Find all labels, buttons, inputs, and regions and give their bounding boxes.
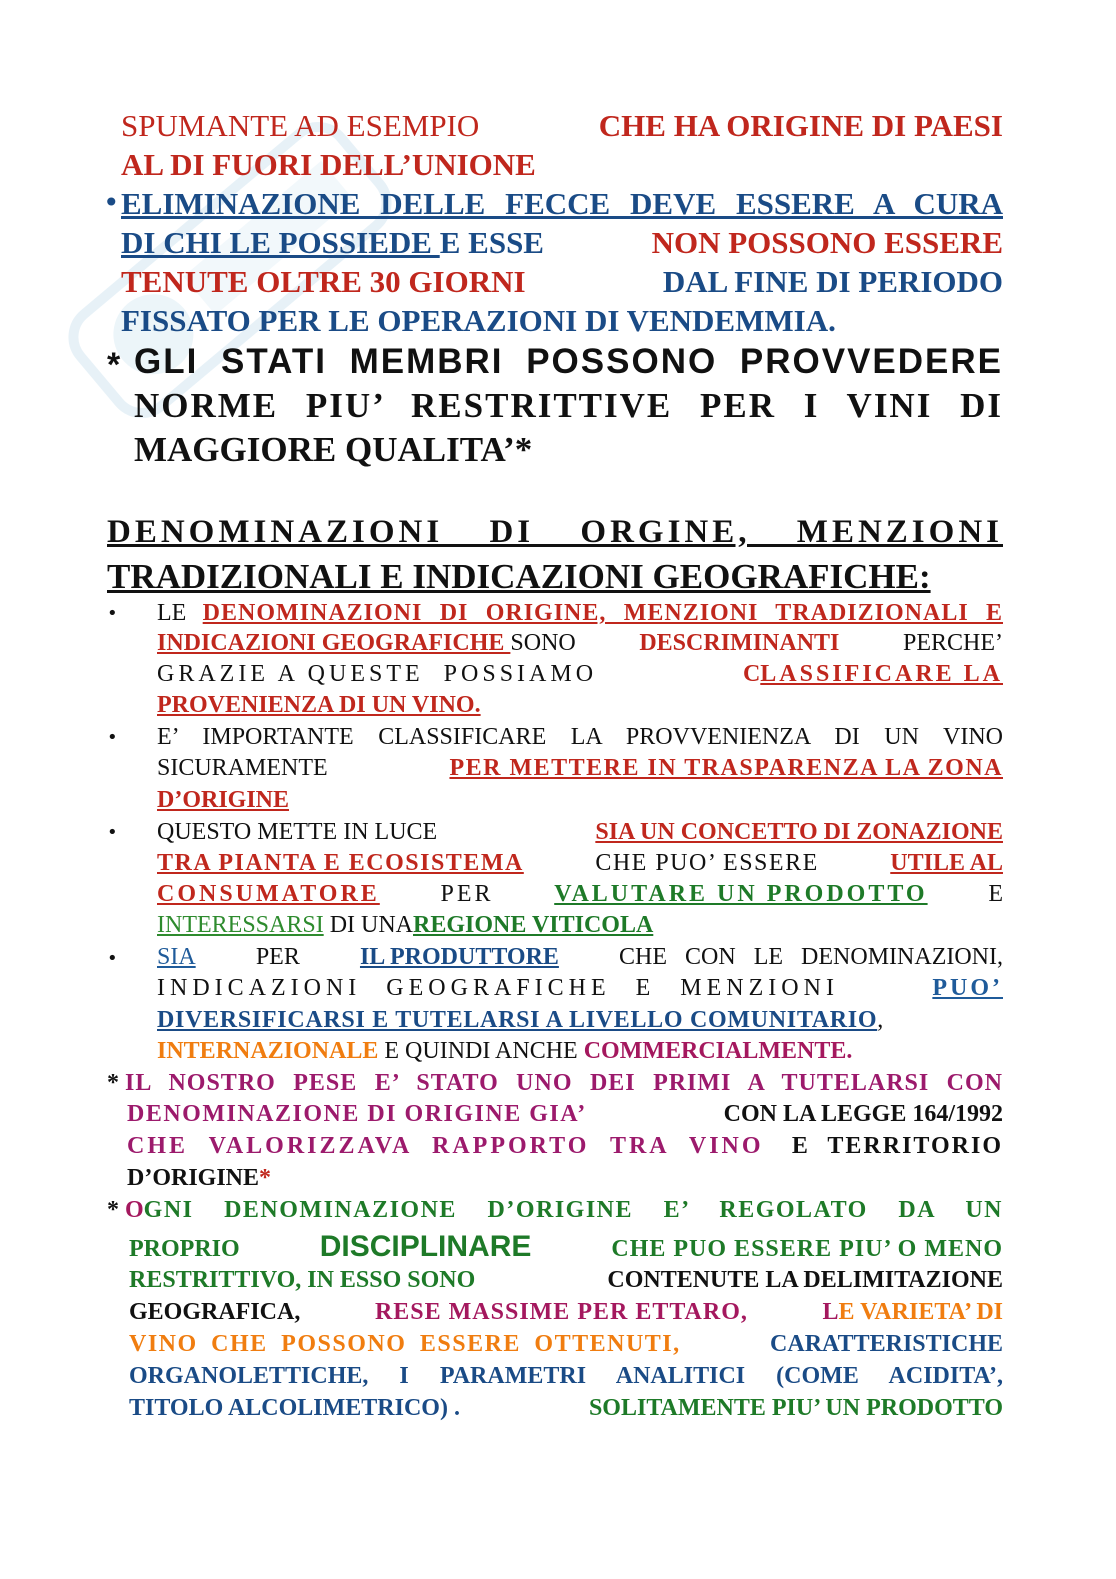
b4-text: IL PRODUTTORE [359, 944, 559, 970]
b4-line-3 [157, 1007, 1003, 1034]
b4-text: SIA [157, 944, 196, 970]
b3-text: DI UNA [329, 912, 414, 938]
intro-line-1 [121, 108, 1003, 144]
stati-line-1: GLI STATI MEMBRI POSSONO PROVVEDERE [134, 342, 1003, 381]
bullet-dot: • [107, 822, 118, 843]
star-mark: * [107, 1197, 125, 1223]
fecce-text: NON POSSONO ESSERE [651, 225, 1003, 260]
disc-line-1 [107, 1197, 1003, 1224]
paese-line-3 [127, 1133, 1003, 1160]
b2-text: PER METTERE IN TRASPARENZA LA ZONA [449, 755, 1003, 781]
b3-text: CHE PUO’ ESSERE [595, 850, 819, 876]
b3-text: QUESTO METTE IN LUCE [157, 819, 438, 845]
b4-text: PER [255, 944, 300, 970]
b1-text: DESCRIMINANTI [639, 630, 840, 656]
disc-text: CARATTERISTICHE [770, 1331, 1003, 1357]
fecce-line-4: FISSATO PER LE OPERAZIONI DI VENDEMMIA. [121, 303, 836, 338]
b2-line-2 [157, 755, 1003, 782]
b4-text: , [877, 1007, 884, 1033]
b3-text: SIA UN CONCETTO DI ZONAZIONE [595, 819, 1003, 845]
b3-text: VALUTARE UN PRODOTTO [554, 881, 928, 907]
paese-line-4 [127, 1165, 1003, 1192]
section-heading-line-1: DENOMINAZIONI DI ORGINE, MENZIONI [107, 514, 1003, 550]
disc-text: DISCIPLINARE [319, 1230, 532, 1263]
disc-line-5 [129, 1331, 1003, 1358]
bullet-dot: • [107, 603, 118, 624]
fecce-text: DI CHI LE POSSIEDE [121, 225, 440, 260]
b3-line-4 [157, 912, 1003, 939]
paese-text: D’ORIGINE [127, 1165, 260, 1191]
section-heading-line-2: TRADIZIONALI E INDICAZIONI GEOGRAFICHE: [107, 557, 931, 596]
disc-line-4 [129, 1299, 1003, 1326]
star-mark: * [259, 1165, 272, 1191]
b3-text: UTILE AL [890, 850, 1003, 876]
b3-text: TRA PIANTA E ECOSISTEMA [157, 850, 524, 876]
b3-text: E [988, 881, 1003, 907]
b3-text: CONSUMATORE [157, 881, 380, 907]
b4-text: INDICAZIONI GEOGRAFICHE E MENZIONI [157, 975, 839, 1001]
paese-text: IL NOSTRO PESE E’ STATO UNO DEI PRIMI A TUTELARSI CON [125, 1070, 1003, 1096]
disc-text: CHE PUO ESSERE PIU’ O MENO [611, 1236, 1003, 1262]
b1-text: LASSIFICARE LA [760, 661, 1003, 687]
b1-line-4: PROVENIENZA DI UN VINO. [157, 692, 481, 718]
b2-line-1: E’ IMPORTANTE CLASSIFICARE LA PROVVENIENZA DI UN VINO [157, 724, 1003, 750]
fecce-text: DAL FINE DI PERIODO [662, 264, 1003, 299]
b1-text: DENOMINAZIONI DI ORIGINE, MENZIONI TRADIZIONALI E [202, 600, 1003, 626]
b1-text: SONO [510, 630, 576, 656]
disc-text: GNI DENOMINAZIONE D’ORIGINE E’ REGOLATO DA UN [143, 1197, 1003, 1223]
intro-line-2: AL DI FUORI DELL’UNIONE [121, 147, 536, 182]
b1-text: LE [157, 600, 187, 626]
bullet-dot: • [103, 186, 120, 219]
b4-text: E QUINDI ANCHE [384, 1038, 578, 1064]
fecce-line-3 [121, 264, 1003, 300]
disc-line-6: ORGANOLETTICHE, I PARAMETRI ANALITICI (COME ACIDITA’, [129, 1363, 1003, 1389]
b4-text: CHE CON LE DENOMINAZIONI, [619, 944, 1003, 970]
paese-text: CON LA LEGGE 164/1992 [723, 1101, 1003, 1127]
paese-text: DENOMINAZIONE DI ORIGINE GIA’ [127, 1101, 587, 1127]
disc-text: O [125, 1197, 144, 1223]
fecce-line-1: ELIMINAZIONE DELLE FECCE DEVE ESSERE A CURA [121, 186, 1003, 221]
b3-line-2 [157, 850, 1003, 877]
bullet-dot: • [107, 727, 118, 748]
stati-line-3: MAGGIORE QUALITA’* [134, 430, 533, 469]
intro-text: SPUMANTE AD ESEMPIO [121, 108, 480, 143]
b1-line-1 [157, 600, 1003, 627]
b3-line-1 [157, 819, 1003, 846]
b4-line-1 [157, 944, 1003, 971]
b1-text: INDICAZIONI GEOGRAFICHE [157, 630, 511, 656]
star-mark: * [107, 346, 121, 384]
b2-line-3: D’ORIGINE [157, 787, 290, 813]
disc-text: CONTENUTE LA DELIMITAZIONE [607, 1267, 1003, 1293]
b1-line-2 [157, 630, 1003, 657]
b3-line-3 [157, 881, 1003, 908]
intro-text-bold: CHE HA ORIGINE DI PAESI [598, 108, 1003, 143]
paese-line-2 [127, 1101, 1003, 1128]
disc-text: L [822, 1299, 839, 1325]
stati-line-2: NORME PIU’ RESTRITTIVE PER I VINI DI [134, 386, 1003, 425]
b2-text: SICURAMENTE [157, 755, 328, 781]
b4-text: COMMERCIALMENTE. [583, 1038, 853, 1064]
b4-line-4 [157, 1038, 1003, 1065]
disc-text: TITOLO ALCOLIMETRICO) . [129, 1395, 460, 1421]
b3-text: REGIONE VITICOLA [413, 912, 654, 938]
fecce-line-2 [121, 225, 1003, 261]
paese-text: CHE VALORIZZAVA RAPPORTO TRA VINO [127, 1133, 764, 1159]
disc-text: GEOGRAFICA, [129, 1299, 301, 1325]
fecce-text: E ESSE [439, 225, 544, 260]
disc-line-3 [129, 1267, 1003, 1294]
paese-text: E TERRITORIO [791, 1133, 1003, 1159]
star-mark: * [107, 1070, 125, 1096]
disc-text: VINO CHE POSSONO ESSERE OTTENUTI, [129, 1331, 681, 1357]
disc-text: RESTRITTIVO, IN ESSO SONO [129, 1267, 476, 1293]
b4-text: DIVERSIFICARSI E TUTELARSI A LIVELLO COMUNITARIO [157, 1007, 878, 1033]
disc-text: RESE MASSIME PER ETTARO, [374, 1299, 748, 1325]
b1-text: PERCHE’ [902, 630, 1003, 656]
disc-line-2 [129, 1230, 1003, 1264]
paese-line-1 [107, 1070, 1003, 1097]
b4-line-2 [157, 975, 1003, 1002]
disc-text: PROPRIO [129, 1236, 240, 1262]
b4-text: PUO’ [932, 975, 1003, 1001]
disc-text: E VARIETA’ DI [838, 1299, 1003, 1325]
disc-line-7 [129, 1395, 1003, 1422]
disc-text: SOLITAMENTE PIU’ UN PRODOTTO [588, 1395, 1003, 1421]
fecce-text: TENUTE OLTRE 30 GIORNI [121, 264, 526, 299]
b3-text: INTERESSARSI [157, 912, 324, 938]
b1-line-3 [157, 661, 1003, 688]
b1-text: C [742, 661, 761, 687]
b3-text: PER [440, 881, 494, 907]
bullet-dot: • [107, 948, 118, 969]
b1-text: GRAZIE A QUESTE POSSIAMO [157, 661, 598, 687]
b4-text: INTERNAZIONALE [157, 1038, 379, 1064]
